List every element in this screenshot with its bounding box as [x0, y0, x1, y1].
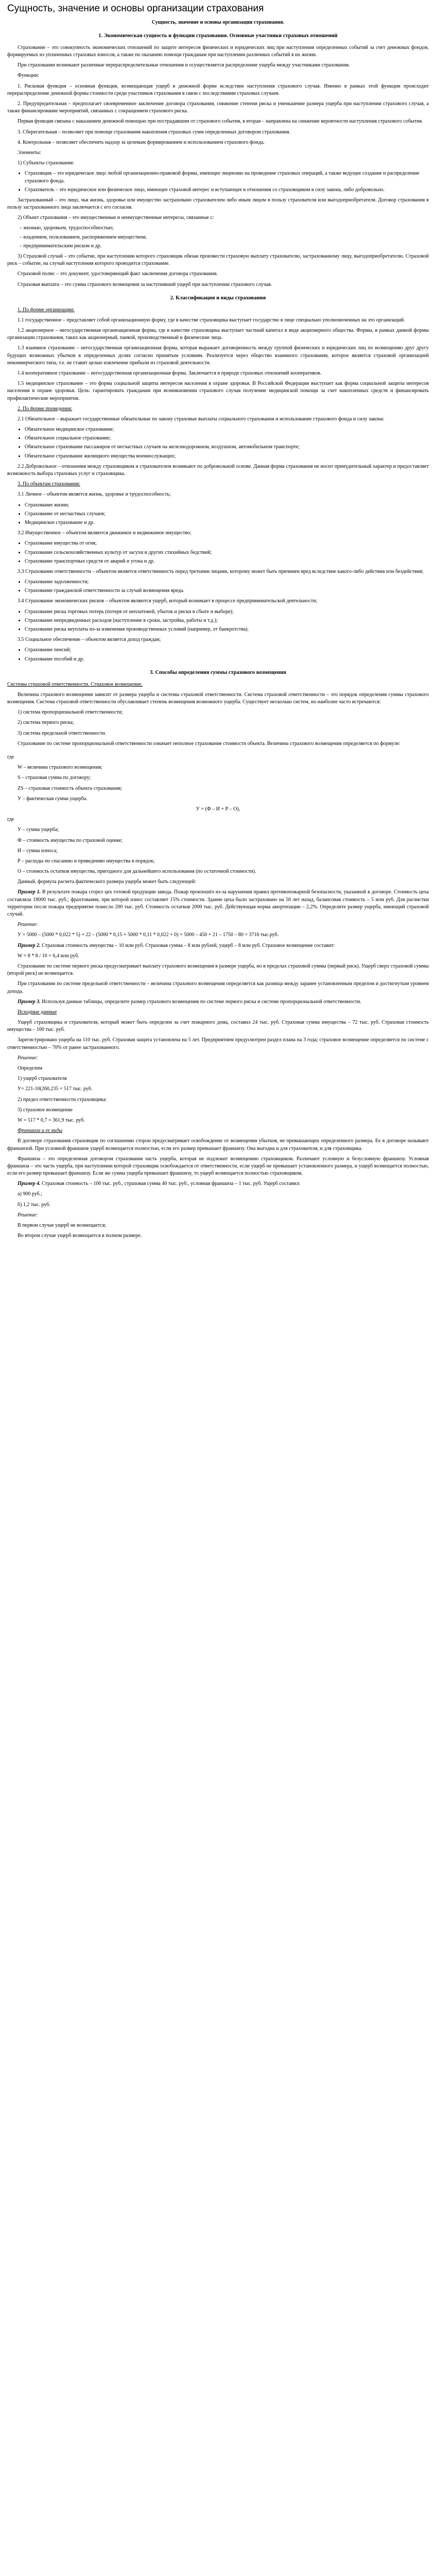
list-item: • Страхование риска неуплаты из-за изменения производственных условий (например, от банкротства). [25, 626, 429, 633]
solution-line: 3) страховое возмещение [18, 1107, 73, 1113]
var-line: У – фактическая сумма ущерба. [18, 795, 88, 802]
list-item: • Страхование гражданской ответственности за случай возмещения вреда. [25, 587, 429, 595]
solution-label: Решение: [18, 922, 38, 928]
paragraph: 4. Контрольная – позволяет обеспечить надзор за целевым формированием и использованием страхового фонда. [18, 139, 265, 145]
formula: У = (Ф – И + Р – О), [196, 806, 240, 812]
list-item: • Страхование транспортных средств от аварий и угона и др. [25, 558, 429, 565]
paragraph: Франшиза – это определенная договором страхования часть ущерба, которая не подлежит возмещению страховщиком. Различают условную и безусловную франшизу. Условная франшиза – это часть ущерба, при наступлении которой страховщик освобождается от ответственности, если ущерб не превышает установленного размера, и ущерб возмещается полностью, если его размер превышает франшизу. Если же сумма ущерба превышает франшизу, то ущерб возмещается полностью страховщиком. [7, 1156, 429, 1177]
list-item-text: жизнью, здоровьем, трудоспособностью; [23, 225, 114, 231]
list-item: – предпринимательским риском и др. [20, 243, 102, 249]
var-line: S – страховая сумма по договору; [18, 775, 91, 781]
list-item-text: предпринимательским риском и др. [23, 243, 102, 249]
list-item: – владением, пользованием, распоряжением имуществом; [20, 234, 147, 240]
list-item: • Обязательное социальное страхование; [25, 435, 429, 442]
solution-line: б) 1,2 тыс. руб. [18, 1201, 50, 1208]
example-1 [7, 889, 429, 918]
example-text: Страховая стоимость – 100 тыс. руб., страховая сумма 40 тыс. руб., условная франшиза – 1 тыс. руб. Ущерб составил: [42, 1181, 301, 1187]
paragraph: Величина страхового возмещения зависит от размера ущерба и системы страховой ответственности. Система страховой ответственности – это порядок определения суммы страхового возмещения. Система страховой ответственности обуславливает степень возмещения возможного ущерба. Существует несколько систем, но наиболее часто встречаются: [7, 691, 429, 705]
solution-line: 2) предел ответственности страховщика: [18, 1096, 107, 1103]
list-item: • Страхование риска торговых потерь (потеря от неплатежей, убыток и риски в сбыте и выборе); [25, 608, 429, 616]
liability-list [7, 579, 429, 595]
paragraph: 2.1 Обязательное – выражает государственные обязательные по закону страховые выплаты социального страхования и использование страхового фонда и силу закона: [18, 416, 385, 422]
social-list [7, 647, 429, 663]
example-label: Пример 2. [18, 942, 41, 948]
list-line: 2) система первого риска; [18, 720, 74, 726]
solution-line: W = 517 * 0,7 = 361,9 тыс. руб. [18, 1117, 85, 1123]
paragraph: Страховой полис – это документ, удостоверяющий факт заключения договора страхования. [18, 271, 218, 277]
list-line: 3) система предельной ответственности. [18, 730, 107, 736]
list-item: • Страхование от несчастных случаев; [25, 511, 429, 518]
paragraph: 1.4 кооперативное страхование – негосударственная организационная форма. Заключается в природе страховых отношений кооперативов. [18, 370, 322, 376]
section-2-heading: 2. Классификация и виды страхования [170, 295, 266, 301]
paragraph: Элементы: [18, 149, 41, 156]
paragraph: 2) Объект страхования – это имущественные и неимущественные интересы, связанные с: [18, 215, 214, 221]
list-item: • Страхование пособий и др. [25, 656, 429, 663]
paragraph: 3.1 Личное – объектом является жизнь, здоровье и трудоспособность; [18, 492, 171, 498]
list-item: • Медицинское страхование и др. [25, 519, 429, 527]
var-line: Ф – стоимость имущества по страховой оценке; [18, 837, 123, 843]
paragraph: 1.5 медицинское страхование – это форма социальной защиты интересов населения в охране здоровья. В Российской Федерации выступает как форма социальной защиты интересов населения в охране здоровья. Цель: гарантировать гражданам при возникновении страхового случая получение медицинской помощи за счет накопленных средств и финансировать профилактические мероприятия. [7, 381, 429, 401]
var-line: W – величина страхового возмещения; [18, 765, 102, 771]
list-item: • Обязательное страхование жилищного имущества военнослужащих; [25, 453, 429, 460]
paragraph: 1) Субъекты страхования: [18, 160, 74, 166]
subheading: 1. По форме организации: [18, 307, 75, 313]
economic-risk-list [7, 608, 429, 634]
subheading: 3. По объектам страхования: [18, 481, 80, 487]
section-1-heading: 1. Экономическая сущность и функции страхования. Основные участники страховых отношений [98, 32, 338, 39]
paragraph: 3.4 Страхование экономических рисков – объектом являются ущерб, который возникает в процессе предпринимательской деятельности; [18, 598, 318, 604]
paragraph: 1.3 взаимное страхование – негосударственная организационная форма, которая выражает договоренность между группой физических и юридических лиц по возмещению друг другу будущих возможных убытков в определенных долях согласно принятым условиям. Реализуется через общество взаимного страхования, которое является страховой организацией некоммерческого типа, т.е. не ставит целью извлечение прибыли из страховой деятельности. [7, 345, 429, 366]
solution-label: Решение: [18, 1055, 38, 1061]
paragraph: Страхование по системе первого риска предусматривает выплату страхового возмещения в размере ущерба, но в пределах страховой суммы (первый риск). Ущерб сверх страховой суммы (второй риск) не возмещается. [7, 963, 429, 977]
document-subtitle: Сущность, значение и основы организации страхования. [151, 19, 285, 25]
var-line: О – стоимость остатков имущества, пригодного для дальнейшего использования (по остаточной стоимости). [18, 869, 256, 875]
example-2 [7, 942, 429, 950]
solution-line: Во втором случае ущерб возмещается в полном размере. [18, 1233, 142, 1239]
list-line: 1) система пропорциональной ответственности; [18, 709, 123, 716]
paragraph: Функции: [18, 73, 39, 79]
paragraph: В договоре страхования страховщик по соглашению сторон предусматривает освобождение от возмещения убытков, не превышающих определенного размера. Ее в договоре называют франшизой. При условной франшизе ущерб возмещается полностью, если его размер превышает франшизу. Она выгодна и для страхователя, и для страховщика. [7, 1138, 429, 1151]
subheading: Системы страховой ответственности. Страховое возмещение. [7, 681, 143, 687]
list-item: • Страхование жизни; [25, 502, 429, 509]
list-item: • Обязательное медицинское страхование; [25, 426, 429, 433]
paragraph: 1.2 акционерное – негосударственная организационная форма, где в качестве страховщика выступает частный капитал в виде акционерного общества. Формы, в рамках данной формы организации страхования, таких как акционерный, паевой, производственный и физические лица. [7, 328, 429, 341]
mandatory-list [7, 426, 429, 460]
paragraph: 1. Рисковая функция – основная функция, возмещающая ущерб в денежной форме вследствие наступления страхового случая. Именно в рамках этой функции происходит перераспределение денежной формы стоимости среди участников страхования в связи с последствиями страховых случаев. [7, 83, 429, 96]
paragraph: 3.2 Имущественное – объектом являются движимое и недвижимое имущество; [18, 530, 191, 536]
var-line: ZS – страховая стоимость объекта страхования; [18, 785, 122, 791]
where-label: где [7, 754, 14, 760]
paragraph: 3.5 Социальное обеспечение – объектом является доход граждан; [18, 637, 161, 643]
paragraph: Страхование – это совокупность экономических отношений по защите интересов физических и юридических лиц при наступлении определенных событий за счет денежных фондов, формируемых из уплаченных страховых взносов, а также по оказанию помощи гражданам при наступлении различных событий в их жизни. [7, 44, 429, 58]
solution-text: Определим [18, 1065, 43, 1072]
section-3-heading: 3. Способы определения суммы страхового возмещения [150, 669, 286, 675]
paragraph: 1.1 государственное – представляет собой организационную форму, где в качестве страховщика выступает государство в лице специально уполномоченных на это организаций. [18, 317, 405, 323]
paragraph: Первая функция связана с наказанием денежной помощью при пострадавшим от страхового события, в вторая – направлена на снижение вероятности наступления страхового события. [18, 118, 423, 125]
solution-line: В первом случае ущерб не возмещается; [18, 1223, 107, 1229]
paragraph: Страхование по системе пропорциональной ответственности означает неполное страхование стоимости объекта. Величина страхового возмещения определяется по формуле: [18, 740, 400, 747]
var-line: У – сумма ущерба; [18, 827, 59, 833]
list-item: • Страховщик – это юридическое лицо любой организационно-правовой формы, имеющее лицензию на проведение страховых операций, а также ведущее создание и распределение страхового фонда. [25, 170, 429, 184]
example-text: В результате пожара сгорел цех готовой продукции завода. Пожар произошёл из-за нарушения правил противопожарной безопасности, указанной в договоре. Стоимость цеха составляла 18000 тыс. руб.; фрахтования, при которой износ составляет 15% стоимости. Здание цеха было застраховано на 50 лет назад, балансовая стоимость – 5 млн руб. Для расчистки территории после пожара предприятие понесло 200 тыс. руб. Стоимость остатков 2000 тыс. руб. Действующая норма амортизации – 2,2%. Определите размер ущерба, имеющий страховой случай. [7, 889, 429, 918]
paragraph: Ущерб страховщика и страхователя, который может быть определен за счет пожарного дома, составил 24 тыс. руб. Страховая сумма имущества – 72 тыс. руб. Страховая стоимость имущества – 100 тыс. руб. [7, 1020, 429, 1033]
list-item-text: владением, пользованием, распоряжением имуществом; [23, 234, 147, 240]
paragraph: 3) Страховой случай – это событие, при наступлении которого страховщик обязан произвести страховую выплату страхователю, застрахованному лицу, выгодоприобретателю. Страховой риск – событие, на случай наступления которого проводится страхование. [7, 253, 429, 267]
list-item: • Страхование задолженности; [25, 579, 429, 586]
example-text: Страховая стоимость имущества – 10 млн руб. Страховая сумма – 8 млн рублей, ущерб – 8 млн руб. Страховое возмещение составит: [42, 942, 335, 948]
paragraph: 2.2 Добровольное – отношения между страховщиком и страхователем возникают по добровольной основе. Данная форма страхования не носит принудительный характер и предоставляет возможность выбора страховых услуг и страховщика. [7, 463, 429, 477]
paragraph: Страховая выплата – это сумма страхового возмещения за наступивший ущерб при наступлении страхового случая. [18, 281, 272, 287]
object-list [7, 225, 429, 250]
paragraph: При страховании по системе предельной ответственности – величина страхового возмещения определяется как разница между заранее установленным пределом и достигнутым уровнем дохода. [7, 981, 429, 994]
solution-line: а) 900 руб.; [18, 1191, 42, 1197]
solution-text: W = 8 * 8 / 10 = 6,4 млн руб. [18, 953, 79, 959]
property-list [7, 540, 429, 565]
document-page [0, 0, 436, 1240]
subheading: Франшиза и ее виды [18, 1128, 63, 1134]
page-title: Сущность, значение и основы организации страхования [7, 3, 264, 14]
solution-line: У= 221-10(260,235 = 517 тыс. руб. [18, 1086, 93, 1092]
subheading: 2. По форме проведения: [18, 405, 73, 412]
paragraph: При страховании возникают различные перераспределительные отношения и осуществляется распределение ущерба между участниками страхования. [18, 62, 350, 69]
list-item: • Страхователь – это юридическое или физическое лицо, имеющее страховой интерес и вступающее в отношения со страховщиком в силу закона, либо добровольно. [25, 187, 429, 194]
list-item: • Страхование пенсий; [25, 647, 429, 654]
paragraph: Зарегистрировано ущерба на 110 тыс. руб. Страховая защита установлена на 5 лет. Предприятием предусмотрен раздел плана на 3 года; страховое возмещение определяется по системе с ответственностью – 70% от ранее застрахованного. [7, 1037, 429, 1050]
example-label: Пример 3. [18, 998, 41, 1005]
list-item: • Страхование имущества от огня; [25, 540, 429, 547]
paragraph: 3. Сберегательная – позволяет при помощи страхования накопления страховых сумм определенных договором страхования. [18, 129, 291, 135]
list-item: • Обязательное страхование пассажиров от несчастных случаев на железнодорожном, воздушном, автомобильном транспорте; [25, 444, 429, 451]
solution-text: У = 5000 – (5000 * 0,022 * 5) + 22 – (5000 * 0,15 + 5000 * 0,11 * 0,022 + 0) = 5000 – 450 + 21 – 1750 – 80 = 3716 тыс.руб. [18, 932, 279, 938]
example-3 [7, 998, 429, 1006]
where-label: где [7, 817, 14, 823]
subjects-list [7, 170, 429, 194]
example-4 [7, 1180, 429, 1188]
personal-list [7, 502, 429, 527]
example-text: Используя данные таблицы, определите размер страхового возмещения по системе первого риска и системе пропорциональной ответственности. [42, 998, 361, 1005]
solution-line: 1) ущерб страхователя [18, 1076, 67, 1082]
data-label: Исходные данные [18, 1009, 57, 1015]
example-label: Пример 4. [18, 1181, 41, 1187]
list-item: – жизнью, здоровьем, трудоспособностью; [20, 225, 114, 231]
var-line: Р – расходы по спасанию и приведению имущества в порядок; [18, 858, 155, 864]
paragraph: Данный, формула расчета фактического размера ущерба может быть следующей: [18, 879, 197, 885]
example-label: Пример 1. [18, 889, 41, 895]
paragraph: 2. Предупредительная – предполагает своевременное заключение договора страхования, снижение степени риска и уменьшение размера ущерба при наступлении страхового случая, а также финансирование мероприятий, связанных с сокращением страхового риска. [7, 101, 429, 114]
paragraph: Застрахованный – это лицо, чья жизнь, здоровье или имущество застраховано страхователем либо иным лицом в пользу страхователя или выгодоприобретателя. Договор страхования в пользу застрахованного лица заключается с его согласия. [7, 197, 429, 211]
list-item: • Страхование непредвиденных расходов (наступление в сроки, застройка, работы и т.д.); [25, 617, 429, 624]
list-item: • Страхование сельскохозяйственных культур от засухи и других стихийных бедствий; [25, 549, 429, 556]
var-line: И – сумма износа; [18, 848, 58, 854]
solution-label: Решение: [18, 1212, 38, 1218]
paragraph: 3.3 Страхование ответственности – объектом является ответственность перед третьими лицами, которому может быть причинен вред вследствие какого-либо действия или бездействия; [18, 568, 424, 574]
